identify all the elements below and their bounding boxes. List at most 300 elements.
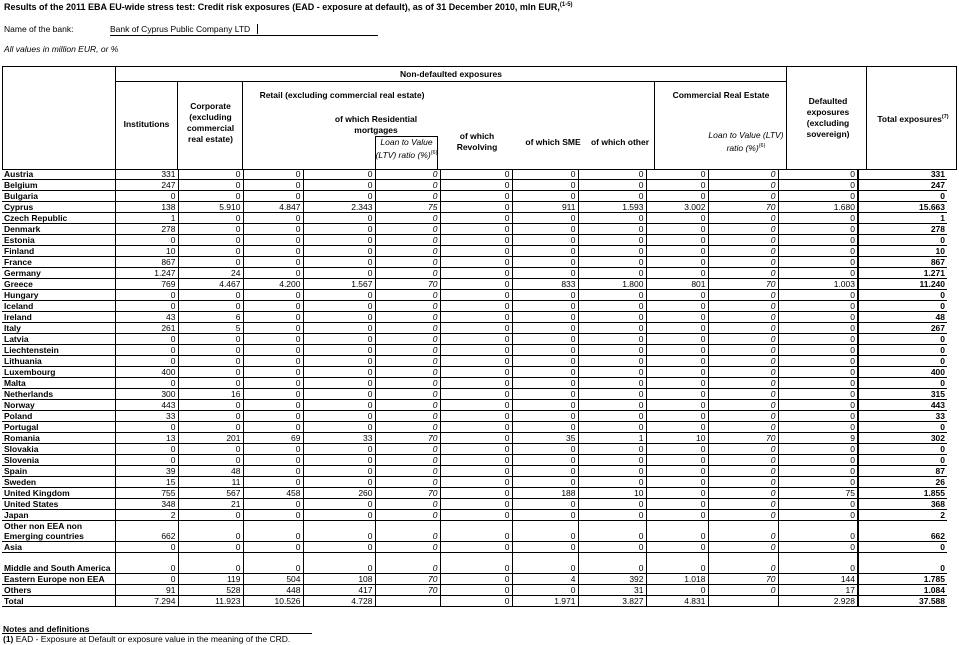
table-cell: 0 <box>578 334 646 345</box>
table-cell: 70 <box>375 488 440 499</box>
table-cell: 0 <box>708 268 778 279</box>
table-cell: 368 <box>858 499 947 510</box>
table-cell: 11.923 <box>178 596 243 607</box>
table-cell: 0 <box>178 180 243 191</box>
table-cell: 0 <box>512 334 578 345</box>
table-cell: 0 <box>512 510 578 521</box>
row-label: Luxembourg <box>2 367 115 378</box>
table-cell: 0 <box>243 169 303 180</box>
table-cell: 0 <box>303 400 375 411</box>
row-label: Greece <box>2 279 115 290</box>
table-cell: 0 <box>178 553 243 574</box>
table-cell: 0 <box>375 224 440 235</box>
table-cell: 0 <box>578 290 646 301</box>
table-cell: 0 <box>858 235 947 246</box>
table-cell: 0 <box>440 345 512 356</box>
table-cell: 0 <box>778 191 858 202</box>
table-cell: 0 <box>778 323 858 334</box>
table-cell: 70 <box>708 433 778 444</box>
table-cell: 267 <box>858 323 947 334</box>
table-cell: 0 <box>303 422 375 433</box>
table-cell: 0 <box>578 323 646 334</box>
table-cell: 0 <box>440 378 512 389</box>
table-cell: 4.200 <box>243 279 303 290</box>
table-cell: 0 <box>440 596 512 607</box>
non-defaulted-header: Non-defaulted exposures <box>399 69 503 79</box>
table-cell: 0 <box>578 169 646 180</box>
table-cell: 769 <box>115 279 178 290</box>
table-cell: 1.800 <box>578 279 646 290</box>
table-cell: 70 <box>375 585 440 596</box>
table-cell: 0 <box>440 290 512 301</box>
table-cell: 0 <box>708 290 778 301</box>
table-cell: 3.002 <box>646 202 708 213</box>
bank-name: Bank of Cyprus Public Company LTD <box>110 24 258 34</box>
total-header: Total exposures$^{(7)}$ <box>877 113 949 124</box>
table-cell: 0 <box>578 312 646 323</box>
table-cell: 0 <box>578 553 646 574</box>
table-cell: 0 <box>778 345 858 356</box>
table-cell: 0 <box>708 542 778 553</box>
table-cell: 302 <box>858 433 947 444</box>
row-label: Cyprus <box>2 202 115 213</box>
table-row <box>2 268 947 279</box>
table-cell: 4 <box>512 574 578 585</box>
table-cell: 2 <box>858 510 947 521</box>
table-row <box>2 389 947 400</box>
row-label: France <box>2 257 115 268</box>
table-cell: 0 <box>115 235 178 246</box>
table-cell: 0 <box>440 224 512 235</box>
table-cell: 0 <box>178 444 243 455</box>
table-cell: 0 <box>375 290 440 301</box>
table-row <box>2 542 947 553</box>
table-row <box>2 477 947 488</box>
table-cell: 0 <box>440 585 512 596</box>
table-row <box>2 180 947 191</box>
table-cell: 0 <box>778 235 858 246</box>
table-cell: 0 <box>375 323 440 334</box>
table-cell: 0 <box>708 444 778 455</box>
table-cell: 0 <box>178 235 243 246</box>
table-cell: 0 <box>440 180 512 191</box>
table-cell: 0 <box>646 312 708 323</box>
table-cell: 0 <box>375 356 440 367</box>
table-cell: 0 <box>778 312 858 323</box>
table-cell: 0 <box>178 246 243 257</box>
table-cell: 0 <box>512 191 578 202</box>
table-cell: 0 <box>440 444 512 455</box>
table-cell: 0 <box>512 257 578 268</box>
table-cell: 16 <box>178 389 243 400</box>
table-cell: 400 <box>115 367 178 378</box>
table-cell: 0 <box>708 553 778 574</box>
retail-header: Retail (excluding commercial real estate) <box>259 90 425 100</box>
table-cell: 75 <box>778 488 858 499</box>
table-cell: 0 <box>178 521 243 542</box>
table-cell: 0 <box>375 334 440 345</box>
table-cell: 0 <box>243 389 303 400</box>
table-cell: 0 <box>303 257 375 268</box>
table-cell: 0 <box>178 455 243 466</box>
table-cell: 0 <box>303 553 375 574</box>
table-cell: 1.971 <box>512 596 578 607</box>
table-cell: 0 <box>646 301 708 312</box>
table-cell: 9 <box>778 433 858 444</box>
table-cell: 70 <box>708 279 778 290</box>
table-cell: 0 <box>578 411 646 422</box>
table-cell: 0 <box>578 389 646 400</box>
table-cell: 0 <box>303 301 375 312</box>
table-cell: 867 <box>858 257 947 268</box>
table-cell: 0 <box>512 477 578 488</box>
table-cell: 1.593 <box>578 202 646 213</box>
table-cell: 0 <box>303 510 375 521</box>
defaulted-header: Defaulted exposures (excluding sovereign) <box>806 96 850 139</box>
table-cell: 11.240 <box>858 279 947 290</box>
table-cell: 0 <box>440 411 512 422</box>
cre-header: Commercial Real Estate <box>672 90 770 100</box>
table-cell: 0 <box>375 378 440 389</box>
table-cell: 0 <box>646 477 708 488</box>
table-cell: 0 <box>178 213 243 224</box>
table-cell: 0 <box>243 235 303 246</box>
table-row <box>2 257 947 268</box>
row-label: Portugal <box>2 422 115 433</box>
table-cell: 0 <box>178 301 243 312</box>
table-cell: 0 <box>440 169 512 180</box>
table-cell: 0 <box>243 499 303 510</box>
table-cell: 0 <box>375 389 440 400</box>
table-cell: 911 <box>512 202 578 213</box>
table-cell: 33 <box>858 411 947 422</box>
table-cell: 0 <box>578 268 646 279</box>
table-cell: 0 <box>512 367 578 378</box>
table-cell: 1.271 <box>858 268 947 279</box>
table-cell: 0 <box>578 246 646 257</box>
table-cell: 0 <box>512 268 578 279</box>
table-cell: 0 <box>115 334 178 345</box>
sme-header: of which SME <box>525 137 581 147</box>
table-cell: 17 <box>778 585 858 596</box>
table-cell: 0 <box>243 257 303 268</box>
table-cell: 0 <box>243 400 303 411</box>
table-cell: 0 <box>243 411 303 422</box>
table-row <box>2 553 947 574</box>
table-cell: 87 <box>858 466 947 477</box>
table-row <box>2 433 947 444</box>
table-cell: 2 <box>115 510 178 521</box>
table-cell: 0 <box>858 345 947 356</box>
table-cell: 0 <box>440 455 512 466</box>
table-row <box>2 488 947 499</box>
table-row <box>2 400 947 411</box>
table-cell <box>375 596 440 607</box>
table-cell: 0 <box>578 367 646 378</box>
table-cell: 0 <box>440 213 512 224</box>
table-cell: 0 <box>708 345 778 356</box>
table-cell: 0 <box>646 213 708 224</box>
table-cell: 0 <box>440 312 512 323</box>
table-cell: 0 <box>178 290 243 301</box>
row-label: Estonia <box>2 235 115 246</box>
table-cell: 4.728 <box>303 596 375 607</box>
table-cell: 0 <box>243 312 303 323</box>
table-cell: 11 <box>178 477 243 488</box>
table-cell: 0 <box>440 574 512 585</box>
table-cell: 0 <box>303 378 375 389</box>
table-cell: 0 <box>440 521 512 542</box>
table-cell: 0 <box>303 455 375 466</box>
table-row <box>2 290 947 301</box>
table-cell: 69 <box>243 433 303 444</box>
table-cell: 0 <box>303 169 375 180</box>
table-cell: 0 <box>778 246 858 257</box>
table-cell: 0 <box>578 356 646 367</box>
row-label: United States <box>2 499 115 510</box>
table-cell: 0 <box>115 345 178 356</box>
table-cell: 0 <box>858 290 947 301</box>
table-cell: 0 <box>646 444 708 455</box>
table-cell: 0 <box>858 301 947 312</box>
row-label: Belgium <box>2 180 115 191</box>
row-label: Netherlands <box>2 389 115 400</box>
table-cell: 0 <box>708 411 778 422</box>
table-cell: 0 <box>375 422 440 433</box>
table-cell: 0 <box>243 378 303 389</box>
table-cell: 528 <box>178 585 243 596</box>
table-row <box>2 323 947 334</box>
table-cell: 0 <box>578 235 646 246</box>
table-cell: 0 <box>858 334 947 345</box>
table-cell: 0 <box>646 191 708 202</box>
row-label: Czech Republic <box>2 213 115 224</box>
table-cell: 0 <box>512 180 578 191</box>
table-cell: 392 <box>578 574 646 585</box>
table-cell: 0 <box>178 191 243 202</box>
table-cell: 0 <box>243 180 303 191</box>
table-cell: 278 <box>858 224 947 235</box>
table-cell: 0 <box>778 510 858 521</box>
table-row <box>2 345 947 356</box>
table-cell: 0 <box>578 444 646 455</box>
table-cell: 0 <box>778 542 858 553</box>
table-cell: 0 <box>178 400 243 411</box>
table-cell: 0 <box>512 422 578 433</box>
table-cell: 0 <box>115 553 178 574</box>
table-cell: 1 <box>858 213 947 224</box>
table-cell: 0 <box>646 542 708 553</box>
table-row <box>2 356 947 367</box>
table-cell: 10 <box>578 488 646 499</box>
table-cell: 0 <box>708 499 778 510</box>
table-cell: 0 <box>778 422 858 433</box>
table-row <box>2 378 947 389</box>
table-cell: 0 <box>708 585 778 596</box>
table-cell: 0 <box>440 323 512 334</box>
table-cell: 0 <box>646 422 708 433</box>
table-row <box>2 279 947 290</box>
table-cell: 0 <box>375 191 440 202</box>
table-cell: 0 <box>778 378 858 389</box>
table-cell: 801 <box>646 279 708 290</box>
table-cell: 1.084 <box>858 585 947 596</box>
table-row <box>2 455 947 466</box>
table-cell: 0 <box>708 257 778 268</box>
table-cell: 260 <box>303 488 375 499</box>
table-cell: 0 <box>646 455 708 466</box>
table-cell: 0 <box>303 235 375 246</box>
row-label: Slovakia <box>2 444 115 455</box>
table-cell: 0 <box>512 323 578 334</box>
table-cell: 443 <box>858 400 947 411</box>
table-cell: 15 <box>115 477 178 488</box>
table-cell: 0 <box>115 378 178 389</box>
table-cell: 70 <box>708 574 778 585</box>
table-cell: 33 <box>303 433 375 444</box>
table-cell: 0 <box>303 499 375 510</box>
table-cell: 0 <box>708 488 778 499</box>
table-cell: 0 <box>303 542 375 553</box>
row-label: Romania <box>2 433 115 444</box>
table-cell: 0 <box>578 257 646 268</box>
table-cell: 1.785 <box>858 574 947 585</box>
table-row <box>2 224 947 235</box>
table-cell: 0 <box>440 367 512 378</box>
table-cell: 0 <box>440 334 512 345</box>
table-cell: 0 <box>178 169 243 180</box>
note-1: (1) EAD - Exposure at Default or exposure value in the meaning of the CRD. <box>3 634 291 644</box>
table-cell: 0 <box>178 345 243 356</box>
row-label: Middle and South America <box>2 553 115 574</box>
table-cell: 0 <box>115 191 178 202</box>
table-cell: 0 <box>646 257 708 268</box>
table-cell: 867 <box>115 257 178 268</box>
table-cell: 0 <box>708 235 778 246</box>
table-cell: 0 <box>646 180 708 191</box>
table-cell: 0 <box>778 356 858 367</box>
table-cell: 0 <box>778 334 858 345</box>
row-label: Eastern Europe non EEA <box>2 574 115 585</box>
table-cell: 0 <box>708 455 778 466</box>
row-label: Norway <box>2 400 115 411</box>
row-label: Hungary <box>2 290 115 301</box>
table-cell: 0 <box>375 521 440 542</box>
table-cell: 0 <box>375 169 440 180</box>
table-cell: 0 <box>375 213 440 224</box>
row-label: Malta <box>2 378 115 389</box>
table-cell: 108 <box>303 574 375 585</box>
table-row <box>2 466 947 477</box>
table-cell: 0 <box>512 290 578 301</box>
table-cell: 0 <box>303 268 375 279</box>
table-cell: 0 <box>708 169 778 180</box>
row-label: Asia <box>2 542 115 553</box>
table-cell: 0 <box>858 455 947 466</box>
table-cell: 0 <box>512 356 578 367</box>
table-row <box>2 213 947 224</box>
table-cell: 0 <box>303 191 375 202</box>
table-row <box>2 202 947 213</box>
table-cell: 443 <box>115 400 178 411</box>
table-cell: 0 <box>115 356 178 367</box>
table-cell: 0 <box>512 345 578 356</box>
ltv-header: Loan to Value (LTV) ratio (%)$^{(6)}$ <box>375 137 438 160</box>
page-title: Results of the 2011 EBA EU-wide stress test: Credit risk exposures (EAD - exposure at default), as of 31 December 2010, mln EUR,$^{(1-5)}$ <box>4 2 573 12</box>
table-cell: 0 <box>512 542 578 553</box>
table-cell: 0 <box>303 323 375 334</box>
table-cell: 0 <box>375 268 440 279</box>
table-cell: 0 <box>115 422 178 433</box>
row-label: Germany <box>2 268 115 279</box>
table-cell: 1 <box>578 433 646 444</box>
corporate-header: Corporate (excluding commercial real estate) <box>186 101 235 144</box>
exposures-table <box>2 169 947 607</box>
table-cell: 0 <box>646 400 708 411</box>
row-label: Slovenia <box>2 455 115 466</box>
table-cell: 0 <box>115 542 178 553</box>
table-cell: 0 <box>243 367 303 378</box>
table-cell: 0 <box>243 444 303 455</box>
table-cell: 15.663 <box>858 202 947 213</box>
table-cell: 0 <box>115 455 178 466</box>
table-cell: 33 <box>115 411 178 422</box>
table-cell: 37.588 <box>858 596 947 607</box>
table-cell: 0 <box>512 169 578 180</box>
table-cell: 5.910 <box>178 202 243 213</box>
row-label: Spain <box>2 466 115 477</box>
table-cell: 0 <box>646 411 708 422</box>
table-cell: 0 <box>578 542 646 553</box>
table-cell: 0 <box>512 444 578 455</box>
table-row <box>2 235 947 246</box>
table-cell: 0 <box>646 290 708 301</box>
other-header: of which other <box>590 137 650 147</box>
table-cell: 0 <box>440 553 512 574</box>
table-cell: 0 <box>778 224 858 235</box>
table-cell: 4.467 <box>178 279 243 290</box>
table-cell: 0 <box>778 268 858 279</box>
table-cell: 0 <box>303 224 375 235</box>
table-cell: 331 <box>858 169 947 180</box>
table-row <box>2 585 947 596</box>
table-cell: 0 <box>440 499 512 510</box>
table-cell: 0 <box>708 301 778 312</box>
table-cell: 0 <box>778 477 858 488</box>
table-cell: 10 <box>646 433 708 444</box>
table-cell: 0 <box>858 542 947 553</box>
table-cell: 0 <box>243 268 303 279</box>
table-cell: 0 <box>708 521 778 542</box>
table-cell: 0 <box>243 553 303 574</box>
table-cell: 0 <box>303 389 375 400</box>
table-cell: 0 <box>243 345 303 356</box>
table-cell: 0 <box>708 400 778 411</box>
table-cell: 0 <box>646 510 708 521</box>
table-cell: 0 <box>578 466 646 477</box>
revolving-header: of which Revolving <box>456 131 498 152</box>
table-cell: 0 <box>243 455 303 466</box>
table-cell: 0 <box>303 367 375 378</box>
table-cell: 331 <box>115 169 178 180</box>
table-cell: 0 <box>375 257 440 268</box>
table-cell: 0 <box>578 301 646 312</box>
table-cell: 3.827 <box>578 596 646 607</box>
table-cell: 0 <box>178 356 243 367</box>
table-cell: 39 <box>115 466 178 477</box>
table-cell: 0 <box>375 235 440 246</box>
table-cell: 0 <box>440 477 512 488</box>
